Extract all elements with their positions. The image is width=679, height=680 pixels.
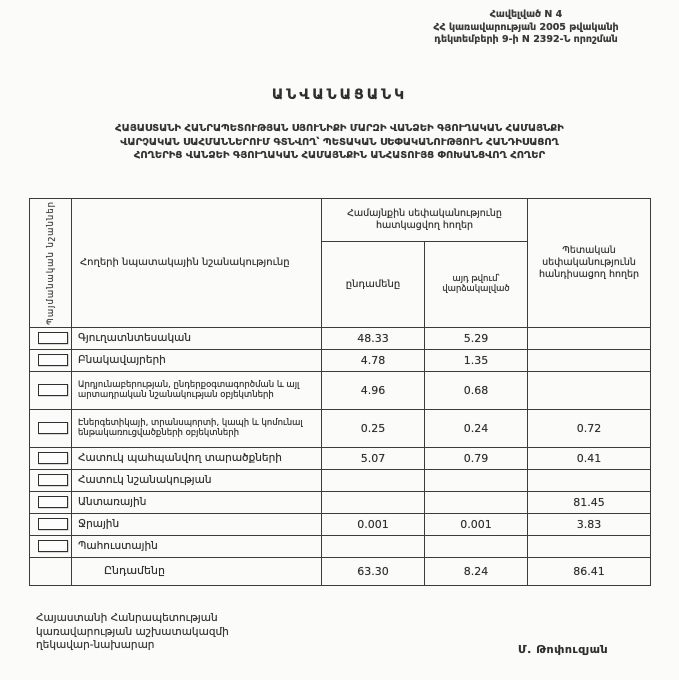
value-total: 0.001 [322,513,425,535]
land-category-label: Արդյունաբերության, ընդերքօգտագործման և այլ արտադրական նշանակության օբյեկտների [72,371,322,409]
legend-column-header [30,199,72,328]
legend-cell [30,447,72,469]
community-lands-group-header: Համայնքին սեփականությունը հատկացվող հողեր [322,199,528,242]
legend-box [38,384,68,396]
land-category-label: Ջրային [72,513,322,535]
value-including [425,535,528,557]
total-value-total: 63.30 [322,557,425,585]
legend-box [38,332,68,344]
land-category-label: Էներգետիկայի, տրանսպորտի, կապի և կոմունալ ենթակառուցվածքների օբյեկտների [72,409,322,447]
table-row [30,349,651,371]
total-label: Ընդամենը [72,557,322,585]
value-state: 3.83 [528,513,651,535]
legend-cell [30,513,72,535]
table-header-row-1 [30,199,651,242]
legend-box [38,540,68,552]
subtitle-line-3: ՀՈՂԵՐԻՑ ՎԱՆՁԵԻ ԳՅՈՒՂԱԿԱՆ ՀԱՄԱՅՆՔԻՆ ԱՆՀԱՏՈՒՅՑ ՓՈԽԱՆՑՎՈՂ ՀՈՂԵՐ [133,150,546,161]
legend-cell [30,349,72,371]
table-row [30,447,651,469]
page-title: ԱՆՎԱՆԱՑԱՆԿ [271,87,408,103]
legend-column-header-label: Պայմանական նշաններ [45,201,56,325]
table-row [30,535,651,557]
value-total: 4.78 [322,349,425,371]
annex-line-3: դեկտեմբերի 9-ի N 2392-Ն որոշման [434,34,618,45]
value-total: 0.25 [322,409,425,447]
value-including: 0.79 [425,447,528,469]
legend-cell [30,371,72,409]
value-state [528,469,651,491]
signature: Մ. Թոփուզյան [518,643,609,656]
total-value-state: 86.41 [528,557,651,585]
subcol-total-header: ընդամենը [322,241,425,327]
legend-box [38,354,68,366]
value-state [528,327,651,349]
signatory-line-3: ղեկավար-նախարար [36,639,155,651]
signatory-title-block [36,612,229,653]
subcol-including-header: այդ թվում՝ վարձակալված [425,241,528,327]
value-state [528,349,651,371]
legend-cell [30,409,72,447]
legend-cell [30,535,72,557]
table-row [30,327,651,349]
value-including [425,491,528,513]
table-row [30,409,651,447]
value-total: 4.96 [322,371,425,409]
purpose-column-header: Հողերի նպատակային նշանակությունը [72,199,322,328]
table-row [30,469,651,491]
value-including [425,469,528,491]
annex-header [392,9,660,47]
table-row [30,491,651,513]
legend-cell [30,491,72,513]
land-category-label: Բնակավայրերի [72,349,322,371]
table-row [30,513,651,535]
annex-line-2: ՀՀ կառավարության 2005 թվականի [433,21,619,33]
value-total: 5.07 [322,447,425,469]
value-total: 48.33 [322,327,425,349]
land-category-label: Հատուկ նշանակության [72,469,322,491]
value-total [322,535,425,557]
value-state [528,535,651,557]
table-row [30,371,651,409]
land-category-label: Հատուկ պահպանվող տարածքների [72,447,322,469]
land-table [29,198,651,586]
value-including: 0.24 [425,409,528,447]
value-state: 0.41 [528,447,651,469]
land-category-label: Պահուստային [72,535,322,557]
legend-box [38,518,68,530]
legend-cell [30,327,72,349]
subtitle-line-2: ՎԱՐՉԱԿԱՆ ՍԱՀՄԱՆՆԵՐՈՒՄ ԳՏՆՎՈՂ՝ ՊԵՏԱԿԱՆ ՍԵՓԱԿԱՆՈՒԹՅՈՒՆ ՀԱՆԴԻՍԱՑՈՂ [120,136,559,148]
value-including: 5.29 [425,327,528,349]
value-total [322,469,425,491]
legend-cell [30,469,72,491]
value-state: 81.45 [528,491,651,513]
total-value-including: 8.24 [425,557,528,585]
legend-cell-empty [30,557,72,585]
state-lands-column-header: Պետական սեփականությունն հանդիսացող հողեր [528,199,651,328]
annex-line-1: Հավելված N 4 [489,9,563,20]
value-including: 1.35 [425,349,528,371]
total-row [30,557,651,585]
value-total [322,491,425,513]
subtitle-line-1: ՀԱՅԱՍՏԱՆԻ ՀԱՆՐԱՊԵՏՈՒԹՅԱՆ ՍՅՈՒՆԻՔԻ ՄԱՐԶԻ ՎԱՆՁԵԻ ԳՅՈՒՂԱԿԱՆ ՀԱՄԱՅՆՔԻ [115,123,564,134]
value-state [528,371,651,409]
legend-box [38,474,68,486]
legend-box [38,422,68,434]
legend-box [38,452,68,464]
legend-box [38,496,68,508]
land-category-label: Անտառային [72,491,322,513]
signatory-line-1: Հայաստանի Հանրապետության [36,612,218,624]
value-state: 0.72 [528,409,651,447]
value-including: 0.68 [425,371,528,409]
land-category-label: Գյուղատնտեսական [72,327,322,349]
value-including: 0.001 [425,513,528,535]
signatory-line-2: կառավարության աշխատակազմի [36,625,229,638]
document-subtitle [18,122,661,163]
